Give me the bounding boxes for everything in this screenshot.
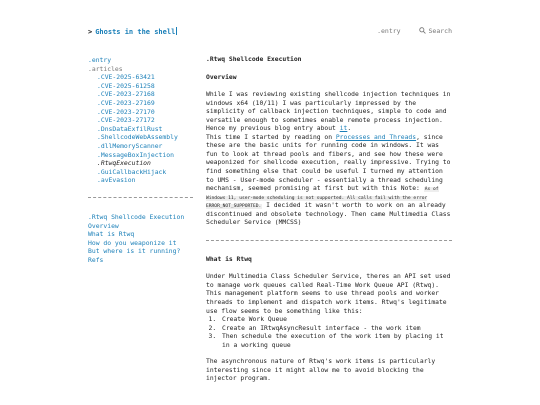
list-item: 3. Then schedule the execution of the work item by placing it in a working queue (220, 333, 452, 350)
article-title: .Rtwq Shellcode Execution (206, 56, 302, 63)
what-is-rtwq-heading: What is Rtwq (206, 255, 252, 263)
processes-threads-link[interactable]: Processes and Threads (335, 133, 417, 141)
nav-entry-link[interactable]: .entry (377, 27, 401, 35)
overview-paragraph: While I was reviewing existing shellcode injection techniques in windows x64 (10/11) I was particularly impressed by the simplicity of callback injection techniques, simple to code and versatile enough to sometimes enable remote process injection. Hence my previous blog entry about it. (206, 91, 451, 133)
top-nav (377, 27, 452, 35)
site-title-link[interactable] (88, 27, 177, 36)
header (88, 27, 452, 41)
async-paragraph: The asynchronous nature of Rtwq's work items is particularly interesting since it might allow me to avoid blocking the injector program. (206, 358, 436, 383)
table-of-contents (88, 213, 193, 265)
toc-link[interactable]: What is Rtwq (88, 230, 135, 239)
search-icon (419, 27, 426, 34)
site-title: Ghosts in the shell (95, 28, 176, 36)
toc-link[interactable]: How do you weaponize it (88, 238, 177, 247)
previous-entry-link[interactable]: it (339, 125, 348, 133)
section-divider (206, 240, 452, 241)
list-item: 2. Create an IRtwqAsyncResult interface - the work item (220, 325, 452, 334)
search-label: Search (428, 27, 452, 35)
sidebar-entry-link[interactable]: .entry (88, 56, 112, 64)
prompt-symbol: > (88, 28, 93, 36)
sidebar-item[interactable]: .CVE-2023-27172 (97, 116, 155, 125)
search-button[interactable] (419, 27, 452, 35)
rtwq-paragraph: Under Multimedia Class Scheduler Service, theres an API set used to manage work queues called Real-Time Work Queue API (Rtwq). This management platform seems to use thread pools and worker threads to implement and dispatch work items. Rtwq's legitimate use flow seems to be something like this: (206, 273, 451, 315)
sidebar-item[interactable]: .GuiCallbackHijack (97, 167, 167, 176)
sidebar-item[interactable]: .DnsDataExfilRust (97, 124, 163, 133)
overview-paragraph-2: This time I started by reading on Processes and Threads, since these are the basic units for running code in windows. It was fun to look at thread pools and fibers, and see how these were weaponized for shellcode execution, really impressive. Trying to find something else that could be useful I turned my attention to UMS - User-mode scheduler - essentially a thread scheduling mechanism, seemed promising at first but with this Note: As of Windows 11, user-mode scheduling is not supported. All calls fail with the error ERROR_NOT_SUPPORTED. I decided it wasn't worth to work on an already discontinued and obsolete technology. Then came Multimedia Class Scheduler Service (MMCSS) (206, 133, 451, 227)
sidebar-item[interactable]: .dllMemoryScanner (97, 141, 163, 150)
sidebar-item[interactable]: .MessageBoxInjection (97, 150, 174, 159)
sidebar-item[interactable]: .CVE-2023-27170 (97, 107, 155, 116)
toc-link[interactable]: Refs (88, 255, 104, 264)
sidebar-item[interactable]: .CVE-2023-27169 (97, 98, 155, 107)
cursor-icon (176, 27, 177, 35)
sidebar-divider (88, 197, 193, 198)
sidebar-item-current: .RtwqExecution (97, 159, 151, 168)
ums-note: As of Windows 11, user-mode scheduling is not supported. All calls fail with the error ERROR_NOT_SUPPORTED. (206, 187, 439, 210)
sidebar-articles-heading: .articles (88, 64, 123, 73)
toc-link[interactable]: .Rtwq Shellcode Execution (88, 212, 185, 221)
sidebar (88, 56, 193, 264)
overview-heading: Overview (206, 73, 237, 81)
article (206, 56, 452, 384)
sidebar-item[interactable]: .CVE-2025-63421 (97, 73, 155, 82)
list-item: 1. Create Work Queue (220, 316, 452, 325)
sidebar-item[interactable]: .avEvasion (97, 176, 136, 185)
sidebar-item[interactable]: .ShellcodeWebAssembly (97, 133, 178, 142)
sidebar-item[interactable]: .CVE-2025-61258 (97, 81, 155, 90)
toc-link[interactable]: Overview (88, 221, 119, 230)
sidebar-item[interactable]: .CVE-2023-27168 (97, 90, 155, 99)
rtwq-steps-list (206, 316, 452, 350)
toc-link[interactable]: But where is it running? (88, 247, 181, 256)
